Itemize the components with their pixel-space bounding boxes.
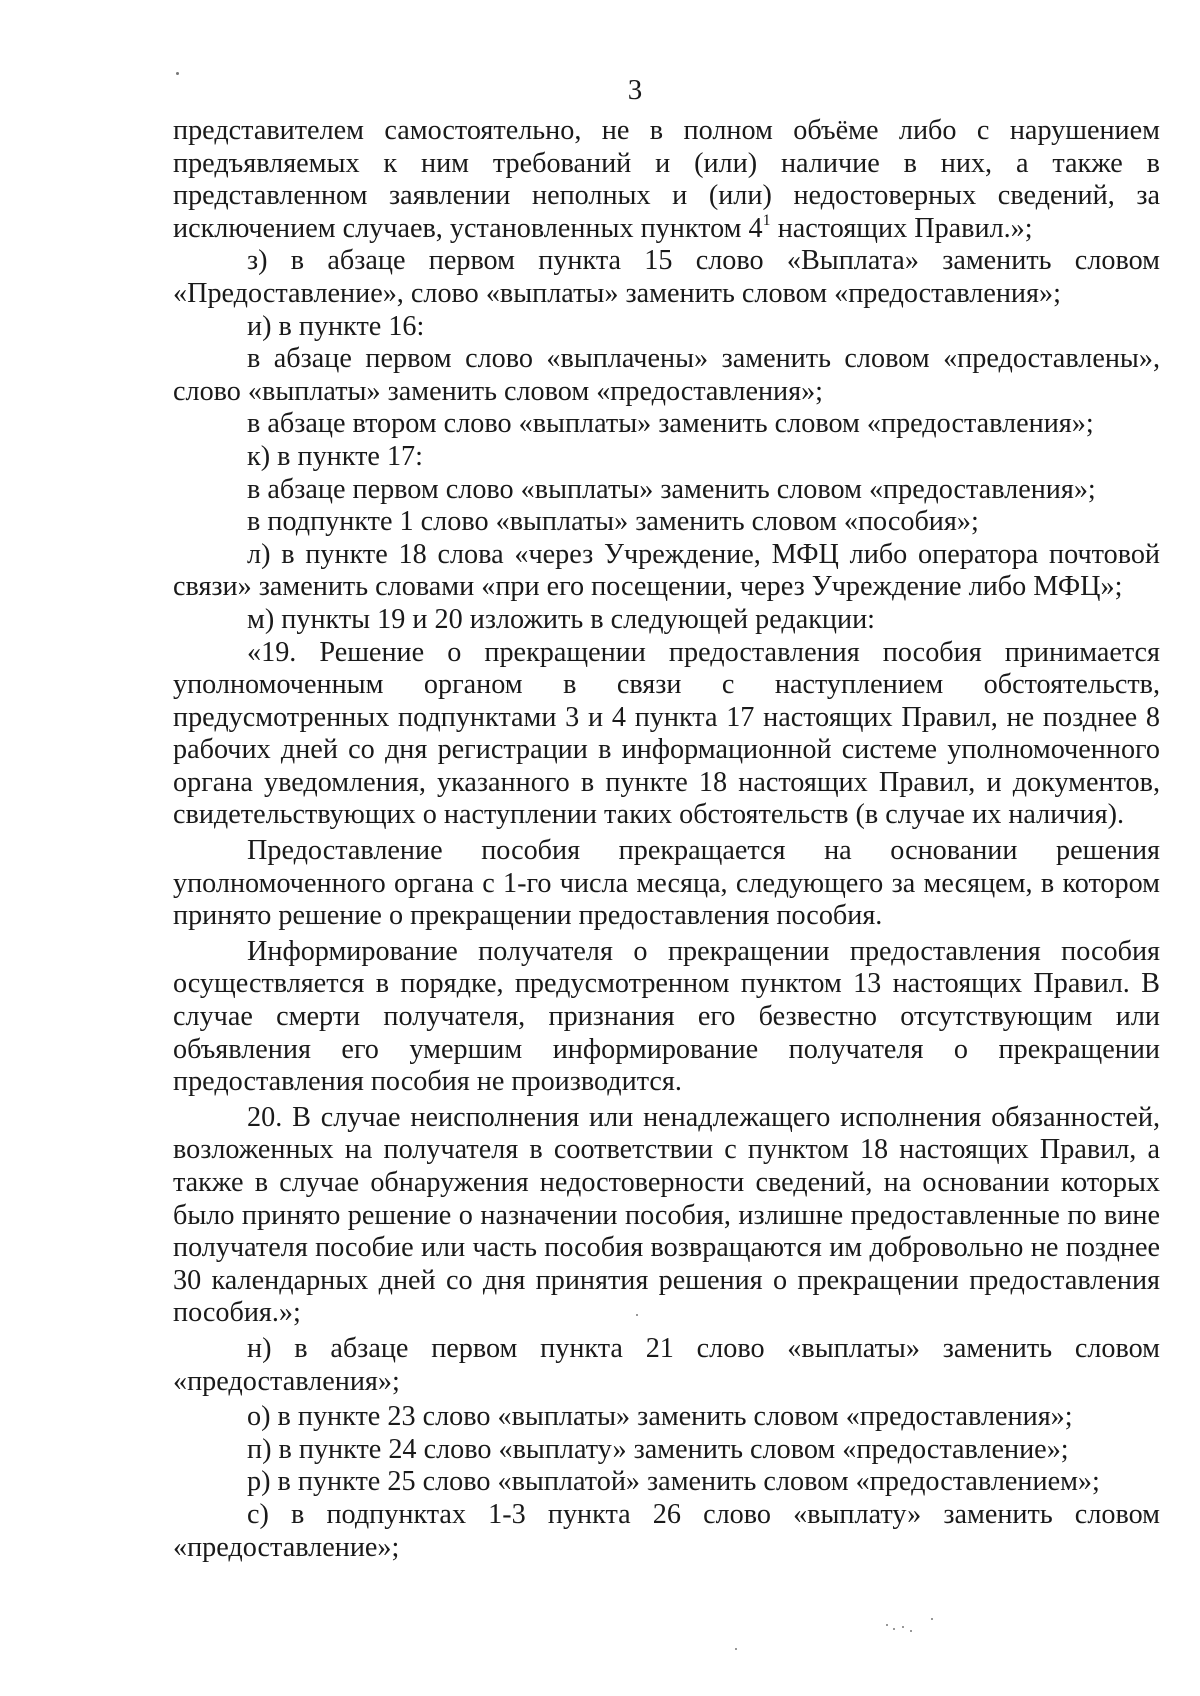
paragraph-item-m: м) пункты 19 и 20 изложить в следующей редакции: [247, 603, 875, 635]
scan-speck [886, 1624, 888, 1626]
scan-speck [910, 1630, 912, 1632]
paragraph: Предоставление пособия прекращается на основании решения уполномоченного органа с 1-го числа месяца, следующего за месяцем, в котором принято решение о прекращении предоставления пособия. [173, 835, 1160, 932]
paragraph: в абзаце первом слово «выплаты» заменить словом «предоставления»; [247, 473, 1096, 505]
paragraph: Информирование получателя о прекращении предоставления пособия осуществляется в порядке, предусмотренном пунктом 13 настоящих Правил. В случае смерти получателя, признания его безвестно отсутствующим или объявления его умершим информирование получателя о прекращении предоставления пособия не производится. [173, 935, 1160, 1098]
paragraph-item-i: и) в пункте 16: [247, 310, 425, 342]
paragraph-item-o: о) в пункте 23 слово «выплаты» заменить словом «предоставления»; [247, 1401, 1073, 1433]
superscript: 1 [762, 211, 771, 229]
paragraph-clause-19: «19. Решение о прекращении предоставления пособия принимается уполномоченным органом в связи с наступлением обстоятельств, предусмотренных подпунктами 3 и 4 пункта 17 настоящих Правил, не позднее 8 рабочих дней со дня регистрации в информационной системе уполномоченного органа уведомления, указанного в пункте 18 настоящих Правил, и документов, свидетельствующих о наступлении таких обстоятельств (в случае их наличия). [173, 636, 1160, 831]
scan-speck [735, 1648, 737, 1650]
paragraph-item-p: п) в пункте 24 слово «выплату» заменить словом «предоставление»; [247, 1433, 1069, 1465]
scan-speck [902, 1626, 904, 1628]
scan-speck [893, 1628, 895, 1630]
paragraph-item-s: с) в подпунктах 1-3 пункта 26 слово «выплату» заменить словом «предоставление»; [173, 1498, 1160, 1563]
scan-speck [176, 72, 179, 75]
paragraph-continuation [173, 115, 1160, 245]
paragraph: в подпункте 1 слово «выплаты» заменить словом «пособия»; [247, 506, 979, 538]
paragraph-text: представителем самостоятельно, не в полном объёме либо с нарушением предъявляемых к ним требований и (или) наличие в них, а также в представленном заявлении неполных и (или) недостоверных сведений, за исключением случаев, установленных пунктом 4 [173, 115, 1160, 244]
paragraph: в абзаце первом слово «выплачены» заменить словом «предоставлены», слово «выплаты» заменить словом «предоставления»; [173, 343, 1160, 407]
paragraph-item-z: з) в абзаце первом пункта 15 слово «Выплата» заменить словом «Предоставление», слово «выплаты» заменить словом «предоставления»; [173, 245, 1160, 309]
paragraph: в абзаце втором слово «выплаты» заменить словом «предоставления»; [247, 408, 1094, 440]
paragraph-clause-20: 20. В случае неисполнения или ненадлежащего исполнения обязанностей, возложенных на получателя в соответствии с пунктом 18 настоящих Правил, а также в случае обнаружения недостоверности сведений, на основании которых было принято решение о назначении пособия, излишне предоставленные по вине получателя пособие или часть пособия возвращаются им добровольно не позднее 30 календарных дней со дня принятия решения о прекращении предоставления пособия.»; [173, 1101, 1160, 1329]
paragraph-item-l: л) в пункте 18 слова «через Учреждение, МФЦ либо оператора почтовой связи» заменить словами «при его посещении, через Учреждение либо МФЦ»; [173, 538, 1160, 603]
page-number: 3 [627, 74, 643, 106]
scan-speck [636, 1314, 638, 1316]
scan-speck [931, 1618, 933, 1620]
paragraph-item-n: н) в абзаце первом пункта 21 слово «выплаты» заменить словом «предоставления»; [173, 1332, 1160, 1397]
paragraph-text: настоящих Правил.»; [770, 212, 1033, 244]
paragraph-item-r: р) в пункте 25 слово «выплатой» заменить словом «предоставлением»; [247, 1466, 1100, 1498]
paragraph-item-k: к) в пункте 17: [247, 440, 423, 472]
document-body [173, 115, 1160, 1564]
